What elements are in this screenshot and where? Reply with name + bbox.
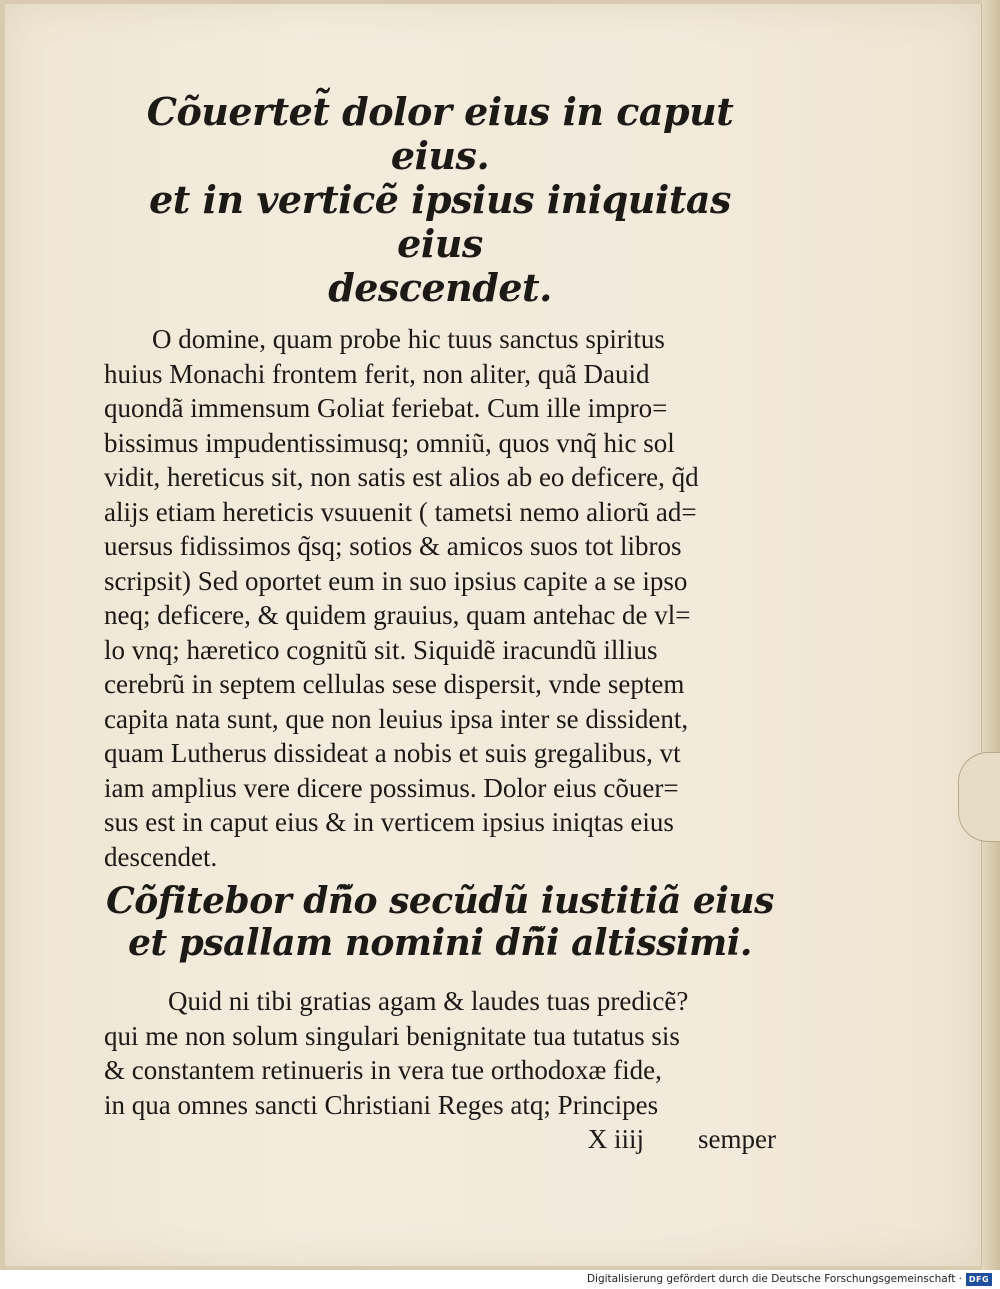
catchword: semper [698,1124,776,1154]
heading-line: et psallam nomini dñ̃i altissimi. [128,922,752,964]
text-line: in qua omnes sancti Christiani Reges atq; Principes [104,1089,659,1120]
paragraph-quid-ni [104,984,776,1122]
text-line: scripsit) Sed oportet eum in suo ipsius capite a se ipso [104,565,688,596]
text-line: Quid ni tibi gratias agam & laudes tuas predicẽ? [168,986,689,1016]
text-line: bissimus impudentissimusq; omniũ, quos vnq̃ hic sol [104,427,675,458]
text-line: capita nata sunt, que non leuius ipsa inter se dissident, [104,703,689,734]
page-tab-notch [958,752,1000,842]
paragraph-o-domine [104,322,776,874]
text-line: uersus fidissimos q̃sq; sotios & amicos suos tot libros [104,531,682,561]
text-line: alijs etiam hereticis vsuuenit ( tametsi nemo aliorũ ad= [104,496,697,527]
text-line: lo vnq; hæretico cognitũ sit. Siquidẽ iracundũ illius [104,634,658,665]
text-line: qui me non solum singulari benignitate tua tutatus sis [104,1020,680,1051]
text-line: huius Monachi frontem ferit, non aliter, quã Dauid [104,358,650,389]
text-line: & constantem retinueris in vera tue orthodoxæ fide, [104,1055,662,1085]
signature-mark: X iiij [587,1124,645,1154]
page-text [104,90,776,1156]
text-line: quam Lutherus dissideat a nobis et suis gregalibus, vt [104,738,681,768]
heading-line: Cõfitebor dñ̃o secũdũ iustitiã eius [106,880,774,922]
heading-converte [104,90,776,310]
text-line: sus est in caput eius & in verticem ipsius iniqtas eius [104,807,674,837]
viewer-footer [0,1270,1000,1289]
funding-credit: Digitalisierung gefördert durch die Deutsche Forschungsgemeinschaft · [586,1273,962,1285]
heading-line: Cõuertet̃ dolor eius in caput eius. [146,89,734,178]
text-line: O domine, quam probe hic tuus sanctus spiritus [152,324,665,354]
heading-confitebor [104,880,776,964]
page-edge [982,0,1000,1270]
catchline [104,1122,776,1156]
dfg-logo: DFG [966,1273,992,1286]
text-line: vidit, hereticus sit, non satis est alios ab eo deficere, q̃d [104,462,699,492]
heading-line: descendet. [328,265,552,310]
text-line: iam amplius vere dicere possimus. Dolor eius cõuer= [104,772,679,803]
text-line: neq; deficere, & quidem grauius, quam antehac de vl= [104,600,691,630]
heading-line: et in verticẽ ipsius iniquitas eius [149,177,731,266]
text-line: cerebrũ in septem cellulas sese dispersit, vnde septem [104,669,685,699]
text-line: descendet. [104,841,218,872]
text-line: quondã immensum Goliat feriebat. Cum ille impro= [104,393,668,423]
